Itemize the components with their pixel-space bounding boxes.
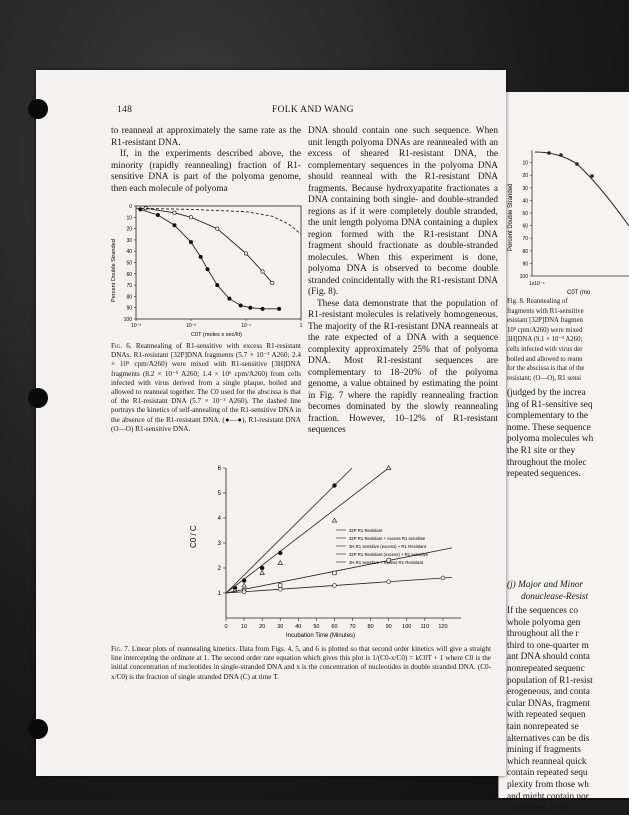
figure6-data-point xyxy=(244,252,247,255)
figure8-caption-line: 3H]DNA (9.1 × 10⁻³ A260; xyxy=(507,336,583,344)
figure7-data-point xyxy=(333,584,337,588)
figure7-y-tick-label: 6 xyxy=(217,466,221,472)
figure7-data-point xyxy=(387,580,391,584)
figure6-data-point xyxy=(173,211,176,214)
figure7-y-tick-label: 1 xyxy=(217,591,221,597)
figure6-caption xyxy=(111,342,301,434)
facing-body-line: tain nonrepeated se xyxy=(507,722,579,732)
figure6-x-tick-label: 10⁻³ xyxy=(131,323,141,329)
facing-body-line: whole polyoma gen xyxy=(507,617,581,628)
figure6-y-tick-label: 10 xyxy=(126,215,132,222)
figure8-point xyxy=(547,151,551,155)
figure7-caption-label: Fig. 7. xyxy=(111,645,130,653)
figure7-x-tick-label: 50 xyxy=(313,624,320,630)
figure8-x-label: C0T (mo xyxy=(567,290,591,296)
figure7-data-point xyxy=(441,576,445,580)
left-column xyxy=(111,126,301,195)
facing-body-line: erogeneous, and conta xyxy=(507,687,590,698)
figure8-y-tick-label: 60 xyxy=(522,223,528,230)
figure6-data-point xyxy=(206,268,209,271)
figure6-y-tick-label: 100 xyxy=(123,317,132,323)
binder-hole xyxy=(28,388,48,408)
figure6-y-tick-label: 30 xyxy=(126,237,132,244)
figure8-y-tick-label: 100 xyxy=(519,274,528,280)
figure6-data-point xyxy=(277,307,280,310)
section-heading-line2: donuclease-Resist xyxy=(521,592,589,602)
figure6-data-point xyxy=(173,224,176,227)
figure7-chart xyxy=(186,460,486,640)
figure8-y-tick-label: 90 xyxy=(522,261,528,268)
figure8-plot xyxy=(499,136,629,296)
figure7-data-point xyxy=(386,466,390,470)
figure6-data-point xyxy=(156,213,159,216)
figure6-y-label: Percent Double Stranded xyxy=(111,239,117,302)
facing-body-line: complementary to the xyxy=(507,411,589,422)
figure6-chart xyxy=(106,202,306,337)
main-page xyxy=(36,70,506,776)
figure6-data-point xyxy=(239,304,242,307)
figure6-caption-text: Reannealing of R1-sensitive with excess R1-resistant DNAs. R1-resistant [32P]DNA fragments (5.7 × 10⁻³ A260; 2.4 × 10⁵ cpm/A260) were mixed with R1-sensitive [3H]DNA fragments (8.2 × 10⁻⁵ A260; 1.4 × 10⁶ cpm/A260) from cells infected with virus derived from a single plaque, boiled and allowed to reanneal together. The C0 used for the abscissa is that of the R1-resistant DNA (5.7 × 10⁻³ A260). The dashed line portrays the kinetics of self-annealing of the R1-sensitive DNA in the absence of the R1-resistant DNA. (●—●), R1-resistant DNA (O—O) R1-sensitive DNA. xyxy=(111,342,301,433)
figure7-data-point xyxy=(260,571,264,575)
figure8-caption-line: boiled and allowed to reann xyxy=(507,355,583,363)
figure7-data-point xyxy=(242,590,246,594)
figure7-x-label: Incubation Time (Minutes) xyxy=(286,633,356,639)
facing-page xyxy=(498,92,629,814)
figure7-data-point xyxy=(333,571,337,575)
figure8-y-tick-label: 50 xyxy=(522,211,528,217)
facing-body-line: with repeated sequen xyxy=(507,710,586,721)
binder-hole xyxy=(28,99,48,119)
figure7-y-label: C0 / C xyxy=(189,525,198,548)
facing-body-line: alternatives can be dis xyxy=(507,733,590,744)
figure6-data-point xyxy=(249,306,252,309)
figure7-x-tick-label: 80 xyxy=(367,624,374,630)
facing-body-line: mining if fragments xyxy=(507,745,581,756)
figure6-y-tick-label: 70 xyxy=(126,283,132,290)
facing-body-line: throughout all the r xyxy=(507,629,579,640)
figure6-caption-label: Fig. 6. xyxy=(111,342,132,350)
figure6-x-label: C0T (moles x sec/lit) xyxy=(191,332,242,338)
figure6-y-tick-label: 80 xyxy=(126,294,132,301)
facing-body-line: cular DNAs, fragment xyxy=(507,698,590,709)
figure7-data-point xyxy=(278,561,282,565)
figure7-legend-entry: 3H R1 sensitive + excess R1 Resistant xyxy=(349,560,424,565)
figure7-legend-entry: 32P R1 Resistant + excess R1 sensitive xyxy=(349,536,426,541)
running-title: FOLK AND WANG xyxy=(272,105,354,115)
figure7-caption-text: Linear plots of reannealing kinetics. Data from Figs. 4, 5, and 6 is plotted so that second order kinetics will give a straight line intercepting the ordinate at 1. The second order rate equation which gives this plot is 1/(C0-x/C0) = kC0T + 1 where C0 is the initial concentration of nucleotides in single-stranded DNA and x is the concentration of nucleotides in double stranded DNA. (C0-x/C0) is the fraction of single stranded DNA (C) at time T. xyxy=(111,645,491,681)
figure6-x-tick-label: 10⁻² xyxy=(186,323,196,329)
figure7-data-point xyxy=(333,484,337,488)
figure7-x-tick-label: 110 xyxy=(420,624,430,630)
figure8-caption-line: 10⁵ cpm/A260) were mixed xyxy=(507,326,583,334)
figure6-data-point xyxy=(216,283,219,286)
figure8-y-tick-label: 30 xyxy=(522,185,528,192)
page-number: 148 xyxy=(117,105,133,115)
figure7-x-tick-label: 70 xyxy=(349,624,356,630)
figure7-fit-line xyxy=(226,577,452,593)
figure6-data-point xyxy=(189,216,192,219)
figure7-y-tick-label: 4 xyxy=(217,516,221,522)
figure7-x-tick-label: 100 xyxy=(402,624,412,630)
figure7-y-tick-label: 3 xyxy=(217,541,221,547)
left-paragraph-1: to reanneal at approximately the same rate as the R1-resistant DNA. xyxy=(111,126,301,148)
figure6-series-line xyxy=(136,208,301,234)
figure7-data-point xyxy=(278,587,282,591)
figure7-x-tick-label: 120 xyxy=(438,624,448,630)
figure6-data-point xyxy=(271,281,274,284)
figure8-point xyxy=(575,162,579,166)
figure8-caption-line: for the abscissa is that of the xyxy=(507,365,585,373)
figure8-caption-line: resistant; (O—O), R1 sensi xyxy=(507,374,582,382)
facing-body-line: nome. These sequence xyxy=(507,422,591,433)
figure7-x-tick-label: 40 xyxy=(295,624,302,630)
figure8-y-tick-label: 70 xyxy=(522,236,528,243)
facing-body-line: repeated sequences. xyxy=(507,469,581,480)
figure6-series-line xyxy=(140,209,279,308)
facing-body-line: and might contain nor xyxy=(507,791,589,802)
figure6-y-tick-label: 50 xyxy=(126,260,132,267)
figure7-y-tick-label: 2 xyxy=(217,566,221,572)
figure8-caption-line: cells infected with virus der xyxy=(507,346,583,353)
figure7-x-tick-label: 60 xyxy=(331,624,338,630)
figure8-y-tick-label: 80 xyxy=(522,248,528,255)
figure6-data-point xyxy=(189,240,192,243)
facing-body-line: throughout the molec xyxy=(507,457,587,468)
figure7-legend-entry: 32P R1 Resistant xyxy=(349,528,383,533)
figure8-y-label: Percent Double Stranded xyxy=(508,183,514,251)
figure6-y-tick-label: 90 xyxy=(126,305,132,312)
right-paragraph-2: These data demonstrate that the population of R1-resistant molecules is relatively homogeneous. The majority of the R1-resistant DNA reanneals at the rate expected of a DNA with a sequence complexity approximately 25% that of polyoma DNA. Most R1-resistant sequences are complementary to 18–20% of the polyoma genome, a value obtained by estimating the point in Fig. 7 where the rapidly reannealing fraction becomes dominated by the slowly reannealing fraction. However, 10–12% of R1-resistant sequences xyxy=(308,298,498,435)
figure7-legend-entry: 3H R1 sensitive (excess) + R1 Resistant xyxy=(349,544,427,549)
facing-body-line: ant DNA should conta xyxy=(507,652,590,663)
figure7-data-point xyxy=(242,583,246,587)
facing-body-line: polyoma molecules wh xyxy=(507,434,594,445)
figure8-caption-line: Fig. 8. Reannealing of xyxy=(507,298,568,305)
facing-body-line: plexity from those wh xyxy=(507,780,589,790)
figure6-y-tick-label: 60 xyxy=(126,271,132,278)
figure6-frame xyxy=(136,206,301,319)
figure8-point xyxy=(590,174,594,178)
figure7-legend-entry: 32P R1 Resistant (excess) + R1 sensitive xyxy=(349,552,429,557)
figure6-data-point xyxy=(228,297,231,300)
right-paragraph-1: DNA should contain one such sequence. When unit length polyoma DNAs are reannealed with an excess of sheared R1-resistant DNA, the complementary sequences in the polyoma DNA should reanneal with the R1-resistant DNA fragments. Because hydroxyapatite fractionates a DNA containing both single- and double-stranded regions as if it were completely double stranded, the unit length polyoma DNA containing a duplex region formed with the R1-resistant DNA fragment should fractionate as double-stranded molecules. When this experiment is done, polyoma DNA is observed to become double stranded coincidentally with the R1-resistant DNA (Fig. 8). xyxy=(308,126,498,297)
section-heading-line1: (j) Major and Minor xyxy=(507,580,584,590)
figure6-y-tick-label: 40 xyxy=(126,249,132,256)
figure6-x-tick-label: 1 xyxy=(299,323,303,329)
figure6-x-tick-label: 10⁻¹ xyxy=(241,323,251,329)
figure6-y-tick-label: 0 xyxy=(129,204,132,210)
figure6-data-point xyxy=(261,270,264,273)
figure7-data-point xyxy=(332,518,336,522)
figure7-caption xyxy=(111,645,491,682)
left-paragraph-2: If, in the experiments described above, the minority (rapidly reannealing) fraction of R1-sensitive DNA is part of the polyoma genome, then each molecule of polyoma xyxy=(111,149,301,194)
facing-body-line: contain repeated sequ xyxy=(507,768,588,779)
figure8-axes xyxy=(532,150,629,276)
facing-body-line: population of R1-resist xyxy=(507,675,593,686)
figure7-x-tick-label: 0 xyxy=(224,624,228,630)
binder-hole xyxy=(28,719,48,739)
right-column xyxy=(308,126,498,437)
facing-body-line: which reanneal quick xyxy=(507,756,587,767)
figure6-data-point xyxy=(216,227,219,230)
figure8-caption-line: esistant [32P]DNA fragmen xyxy=(507,317,583,325)
facing-body-line: the R1 site or they xyxy=(507,446,576,456)
figure8-y-tick-label: 20 xyxy=(522,173,528,180)
figure6-data-point xyxy=(261,307,264,310)
facing-body-line: (judged by the increa xyxy=(507,388,586,398)
facing-body-line: ing of R1-sensitive seq xyxy=(507,399,593,410)
figure7-x-tick-label: 10 xyxy=(241,624,248,630)
figure7-x-tick-label: 90 xyxy=(385,624,392,630)
facing-body-line: third to one-quarter m xyxy=(507,640,589,651)
figure8-x-tick: 1x10⁻⁴ xyxy=(529,281,545,287)
figure7-x-tick-label: 30 xyxy=(277,624,284,630)
facing-body-line: If the sequences co xyxy=(507,606,578,616)
figure6-data-point xyxy=(199,255,202,258)
figure8-caption-line: fragments with R1-sensitive xyxy=(507,307,584,315)
figure8-y-tick-label: 40 xyxy=(522,198,528,205)
facing-body-line: Fragments of R1-re xyxy=(507,803,580,814)
facing-body-line: nonrepeated sequenc xyxy=(507,664,585,674)
figure7-y-tick-label: 5 xyxy=(217,491,221,497)
figure7-x-tick-label: 20 xyxy=(259,624,266,630)
figure8-curve xyxy=(535,152,629,226)
figure8-point xyxy=(559,153,563,157)
figure7-data-point xyxy=(278,584,282,588)
figure8-y-tick-label: 10 xyxy=(522,160,528,167)
figure6-y-tick-label: 20 xyxy=(126,226,132,233)
